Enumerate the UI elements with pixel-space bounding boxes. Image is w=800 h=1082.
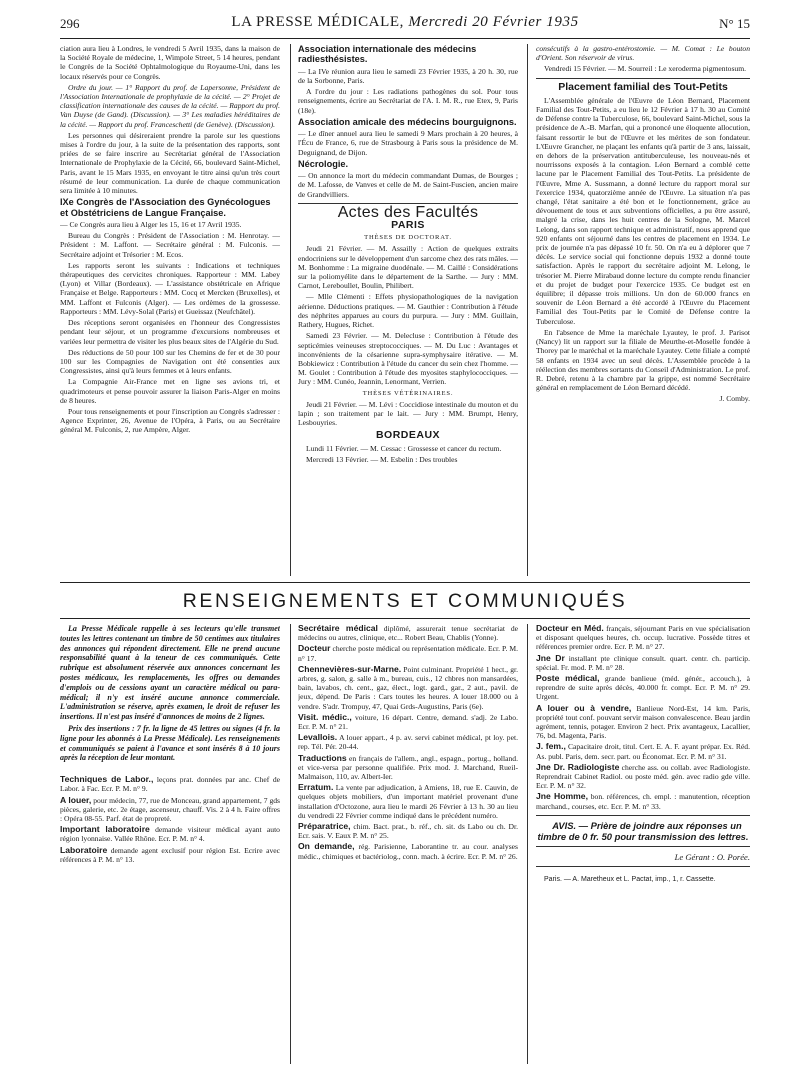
classified-ad-heading: Jne Dr. Radiologiste bbox=[536, 761, 620, 772]
column-3 bbox=[536, 44, 750, 580]
classified-ad-text: voiture, 16 départ. Centre, demand. s'adj. 2e Labo. Ecr. P. M. n° 21. bbox=[298, 712, 518, 732]
column-1 bbox=[60, 44, 280, 580]
classified-ad bbox=[60, 796, 280, 824]
header-rule bbox=[60, 38, 750, 39]
classified-ad-text: bon. références, ch. empl. : manutention, réception marchand., courses, etc. Ecr. P. M. n° 33. bbox=[536, 792, 750, 811]
paragraph: Vendredi 15 Février. — M. Sourreil : Le xeroderma pigmentosum. bbox=[544, 64, 747, 74]
classified-ad-text: leçons prat. données par anc. Chef de Labor. à Fac. Ecr. P. M. n° 9. bbox=[60, 775, 280, 794]
paragraph: Les rapports seront les suivants : Indications et techniques thérapeutiques des cervicites chroniques. Rapporteur : MM. Labey (Lyon) et Villar (Bordeaux). — L'assistance obstétricale en Afrique Française et Belge. Rapporteurs : MM. Cocq et Mercken (Bruxelles), et MM. Laffont et Fulconis (Alger). — Les ordèmes de la grossesse. Rapporteurs : MM. Lévy-Solal (Paris) et Gueissaz (Neufchâtel). bbox=[60, 260, 280, 316]
classified-ad bbox=[298, 842, 518, 860]
classified-ad-heading: A louer, bbox=[60, 794, 92, 805]
paragraph: — La IVe réunion aura lieu le samedi 23 Février 1935, à 20 h. 30, rue de la Sorbonne, Paris. bbox=[298, 66, 518, 86]
paragraph: — On annonce la mort du médecin commandant Dumas, de Bourges ; de M. Lafosse, de Vanves et celle de M. de Saint-Fuscien, ancien maire de Grandvilliers. bbox=[298, 171, 518, 199]
section-heading: Association amicale des médecins bourguignons. bbox=[298, 116, 517, 127]
classifieds-column-b bbox=[298, 624, 518, 1074]
avis-notice: AVIS. — Prière de joindre aux réponses un timbre de 0 fr. 50 pour transmission des lettres. bbox=[537, 819, 749, 842]
city-heading-bordeaux: BORDEAUX bbox=[375, 429, 441, 442]
subheading-theses: THÈSES DE DOCTORAT. bbox=[364, 234, 452, 242]
paragraph: Lundi 11 Février. — M. Cessac : Grossesse et cancer du rectum. bbox=[306, 443, 502, 453]
classified-ad-heading: J. fem., bbox=[536, 741, 566, 752]
column-2 bbox=[298, 44, 518, 580]
paragraph: Les personnes qui désireraient prendre la parole sur les questions mises à l'ordre du jour, à la suite de la présentation des rapports, sont priées de se faire inscrire au Secrétariat général de l'Association Internationale de Prophylaxie de la Cécité, 66, boulevard Saint-Michel, Paris, avant le 15 Mars 1935, en envoyant le titre ainsi qu'un très court résumé de leur communication. La durée de chaque communication sera limitée à 10 minutes. bbox=[60, 130, 280, 196]
classified-ad-heading: Erratum. bbox=[298, 782, 334, 793]
classified-ad-heading: A louer ou à vendre, bbox=[536, 702, 632, 713]
paragraph: ciation aura lieu à Londres, le vendredi 5 Avril 1935, dans la maison de la Société Royale de médecine, 1, Wimpole Street, 5 14 heures, pendant le Congrès de la Société Ophtalmologique du Royaume-Uni, dans les locaux réservés pour ce Congrès. bbox=[60, 44, 280, 81]
classified-ad-heading: Docteur bbox=[298, 643, 331, 654]
classified-ad bbox=[298, 783, 518, 820]
classified-ad-text: La vente par adjudication, à Amiens, 18, rue E. Cauvin, de quelques objets mobiliers, d'un important matériel provenant d'une installation d'Octozone, aura lieu le mardi 26 Février à 13 h. 30 au lieu du vendredi 22 Février comme indiqué dans le précédent numéro. bbox=[298, 783, 518, 820]
notice-text: La Presse Médicale rappelle à ses lecteurs qu'elle transmet toutes les lettres contenant un timbre de 50 centimes aux titulaires des annonces qui répondent directement. Elle ne prend aucune responsabilité quant à la teneur de ces communiqués. Cette rubrique est absolument réservée aux annonces concernant les postes médicaux, les remplacements, les offres ou demandes d'emplois ou de cessions ayant un caractère médical ou para-médical; il n'y est inséré aucune annonce commerciale. L'administration se réserve, après examen, le droit de refuser les insertions. Il n'est pas inséré d'annonces de moins de 2 lignes. bbox=[60, 624, 280, 722]
section-rule bbox=[536, 846, 750, 847]
page-header bbox=[60, 14, 750, 36]
classified-ad-text: diplômé, assurerait tenue secrétariat de médecins ou autres, clinique, etc... Robert Beau, Chablis (Yonne). bbox=[298, 624, 518, 643]
classified-ad bbox=[298, 644, 518, 662]
paragraph: Samedi 23 Février. — M. Delecluse : Contribution à l'étude des septicémies veineuses streptococciques. — M. Du Luc : Avantages et inconvénients de la césarienne supra-symphysaire itérative. — M. Bobkiewicz : Contribution à l'étude du cancer du sein chez l'homme. — M. Goulet : Contribution à l'étude des myosites staphylococciques. — Jury : MM. Cunéo, Jeannin, Lenormant, Verrien. bbox=[298, 331, 518, 387]
actes-title: Actes des Facultés bbox=[337, 203, 479, 221]
paragraph: — Mlle Clémenti : Effets physiopathologiques de la navigation aérienne. Déductions pratiques. — M. Gauthier : Contribution à l'étude des néphrites apparues au cours du purpura. — Jury : MM. Guillain, Rathery, Hugues, Richet. bbox=[298, 292, 518, 330]
section-rule bbox=[536, 866, 750, 867]
classified-ad-text: rég. Parisienne, Laborantine tr. au cour. analyses médic., chimiques et bactériolog., conn. mach. à écrire. Ecr. P. M. n° 26. bbox=[298, 842, 518, 861]
classified-list bbox=[298, 624, 518, 861]
paragraph: A l'ordre du jour : Les radiations pathogènes du sol. Pour tous renseignements, écrire au Secrétariat de l'A. I. M. R., rue Etex, 9, Paris (18e). bbox=[298, 87, 518, 115]
signature: J. Comby. bbox=[719, 394, 750, 404]
classifieds-column-a bbox=[60, 624, 280, 1074]
classified-ad-heading: Jne Homme, bbox=[536, 791, 588, 802]
classified-ad bbox=[298, 665, 518, 711]
printer-credit: Paris. — A. Maretheux et L. Pactat, imp., 1, r. Cassette. bbox=[544, 876, 716, 884]
section-rule-top bbox=[60, 582, 750, 583]
classified-ad-text: chim. Bact. prat., b. réf., ch. sit. ds Labo ou ch. Dr. Ecr. sais. V. Eaux P. M. n° 25. bbox=[298, 822, 518, 841]
renseignements-title: RENSEIGNEMENTS ET COMMUNIQUÉS bbox=[182, 590, 628, 612]
paragraph: consécutifs à la gastro-entérostomie. — M. Comat : Le bouton d'Orient. Son réservoir de virus. bbox=[536, 44, 750, 63]
section-heading: Association internationale des médecins radiesthésistes. bbox=[298, 44, 477, 65]
classified-ad bbox=[536, 763, 750, 791]
issue-date: Mercredi 20 Février 1935 bbox=[408, 14, 579, 30]
classified-ad bbox=[298, 733, 518, 751]
classified-ad-text: cherche poste médical ou représentation médicale. Ecr. P. M. n° 17. bbox=[298, 644, 518, 663]
column-divider bbox=[290, 44, 291, 576]
paragraph: La Compagnie Air-France met en ligne ses avions tri, et quadrimoteurs et pense pouvoir assurer la liaison Paris-Alger en moins de 8 heures. bbox=[60, 377, 280, 405]
classified-ad-text: demande agent exclusif pour région Est. Ecrire avec références à P. M. n° 13. bbox=[60, 845, 280, 864]
classified-ad-text: Banlieue Nord-Est, 14 km. Paris, propriété tout conf. pouvant servir maison convalescence. Beau jardin agrément, tennis, potager. Environ 2 hect. Prix avantageux, Lacallier, 76, bd. Magenta, Paris. bbox=[536, 703, 750, 741]
classified-ad bbox=[60, 825, 280, 843]
section-rule bbox=[536, 78, 750, 79]
classified-ad-heading: Laboratoire bbox=[60, 844, 108, 855]
column-divider bbox=[290, 624, 291, 1064]
paragraph: Ordre du jour. — 1° Rapport du prof. de Lapersonne, Président de l'Association Internationale de prophylaxie de la cécité. — 2° Projet de classification internationale des causes de la cécité. — Rapport du prof. Van Duyse (de Gand). (Discussion). — 3° Les maladies héréditaires de la cécité. — Rapport du prof. Franceschetti (de Genève). (Discussion). bbox=[60, 82, 280, 129]
classified-ad bbox=[536, 624, 750, 652]
paragraph: Pour tous renseignements et pour l'inscription au Congrès s'adresser : Agence Exprinter, 26, Avenue de l'Opéra, à Paris, ou au Secrétaire général M. Fulconis, 2, rue Ampère, Alger. bbox=[60, 406, 280, 435]
classified-ad bbox=[298, 822, 518, 840]
classified-ad-text: pour médecin, 77, rue de Monceau, grand appartement, 7 gds pièces, galerie, etc. 2e étage, ascenseur, chauff. Vis. 2 à 4 h. Faire offres : Opéra 08-55. Parf. état de propreté. bbox=[60, 795, 280, 823]
column-divider bbox=[527, 44, 528, 576]
paragraph: Jeudi 21 Février. — M. Assailly : Action de quelques extraits endocriniens sur le développement d'un sarcome chez des rats mâles. — M. Bonhomme : La migraine duodénale. — M. Caillé : Considérations sur la poliomyélite dans le département de la Sarthe. — Jury : MM. Carnot, Lereboullet, Boulin, Philibert. bbox=[298, 244, 518, 291]
journal-title: LA PRESSE MÉDICALE, bbox=[231, 14, 404, 30]
classified-ad-text: Capacitaire droit, titul. Cert. E. A. F. ayant prépar. Ex. Réd. As. publ. Paris, dem. secr. part. ou Économat. Ecr. P. M. n° 31. bbox=[536, 742, 750, 761]
placement-title: Placement familial des Tout-Petits bbox=[558, 80, 728, 93]
paragraph: Des réceptions seront organisées en l'honneur des Congressistes pendant leur séjour, et un programme d'excursions nombreuses et variées leur permettra de visiter les plus beaux sites de l'Algérie du Sud. bbox=[60, 318, 280, 346]
classified-ad-text: A louer appart., 4 p. av. servi cabinet médical, pt loy. pet. rep. Tél. Pér. 20-44. bbox=[298, 733, 518, 752]
paragraph: — Ce Congrès aura lieu à Alger les 15, 16 et 17 Avril 1935. bbox=[60, 220, 242, 230]
classified-ad bbox=[536, 654, 750, 672]
issue-number: N° 15 bbox=[719, 16, 750, 31]
classified-ad-heading: On demande, bbox=[298, 841, 355, 852]
classified-ad-heading: Visit. médic., bbox=[298, 711, 352, 722]
classified-ad-heading: Poste médical, bbox=[536, 673, 600, 684]
section-rule-bottom bbox=[60, 618, 750, 619]
paragraph: Des réductions de 50 pour 100 sur les Chemins de fer et de 30 pour 100 sur les Compagnies de Navigation ont été consenties aux Congressistes, ainsi qu'à leurs femmes et à leurs enfants. bbox=[60, 347, 280, 376]
classified-ad bbox=[536, 792, 750, 810]
section-heading: Nécrologie. bbox=[298, 158, 349, 169]
classified-ad-text: installant pte clinique consult. quart. centr. ch. particip. spécial. Fr. mod. P. M. n° 28. bbox=[536, 653, 750, 672]
classified-ad bbox=[60, 846, 280, 864]
classified-ad bbox=[536, 704, 750, 741]
classified-ad-text: cherche ass. ou collab. avec Radiologiste. Reprendrait Cabinet Radiol. ou poste méd. gén. avec radio gde ville. Ecr. P. M. n° 32. bbox=[536, 762, 750, 791]
classified-ad bbox=[298, 754, 518, 782]
classified-ad-heading: Préparatrice, bbox=[298, 821, 351, 832]
paragraph: L'Assemblée générale de l'Œuvre de Léon Bernard, Placement Familial des Tout-Petits, a eu lieu le 12 Février à 17 h. 30 au Comité de Défense contre la Tuberculose, 66, boulevard Saint-Michel, sous la présidence de A.-B. Marfan, qui a prononcé une éloquente allocution, faisant ressortir le but de l'Œuvre et les mérites de son fondateur. L'Œuvre Grancher, ne plaçant les enfants qu'à partir de 3 ans, laissait, en dehors de la préservation antituberculeuse, les nouveau-nés et nourrissons exposés à la contagion. Léon Bernard a comblé cette lacune par le Placement Familial des Tout-Petits. La présidente de l'Œuvre, Mme A. Sussmann, a donné lecture du rapport moral sur l'exercice 1934, quatorzième année de l'Œuvre. La situation n'a pas changé, l'état sanitaire a été bon et le fonctionnement, grâce au dévouement de tous et aux subventions officielles, a pu être assuré, malgré la crise, dans les huit centres de la Sologne, M. Marcel Lelong, dans son rapport technique et administratif, nous apprend que 920 enfants ont séjourné dans les centres de placement en 1934. Le prix de journée n'a pas dépassé 10 fr. 50. On n'a eu à déplorer que 7 décès. Le service social qui fonctionne depuis 1932 a donné toute satisfaction. Après le rapport du secrétaire adjoint M. Lelong, le trésorier M. Pierre Mirabaud donne lecture du compte rendu financier et du projet de budget pour l'exercice 1935. Ce budget est en équilibre; il dépasse trois millions. Un don de 60.000 francs en souvenir de Léon Bernard a été accordé à l'Œuvre du Placement Familial des Tout-Petits par le Comité de Défense contre la Tuberculose. bbox=[536, 95, 750, 326]
classified-ad bbox=[298, 713, 518, 731]
classified-ad-text: en français de l'allem., angl., espagn., portug., holland. et vice-versa par personne qualifiée. Prix mod. J. Marchand, Rueil-Malmaison, 110, av. Albert-Ier. bbox=[298, 753, 518, 782]
page-number: 296 bbox=[60, 16, 80, 31]
section-rule bbox=[536, 815, 750, 816]
classified-ad-heading: Techniques de Labor., bbox=[60, 774, 154, 785]
paragraph: Mercredi 13 Février. — M. Esbelin : Des troubles bbox=[306, 454, 458, 464]
paragraph: — Le dîner annuel aura lieu le samedi 9 Mars prochain à 20 heures, à l'Écu de France, 6, rue de Strasbourg à Paris sous la présidence de M. Deguignand, de Dijon. bbox=[298, 129, 518, 157]
classified-ad-text: français, séjournant Paris en vue spécialisation et disposant quelques heures, ch. occup. lucrative. Possède titres et références premier ordre. Ecr. P. M. n° 27. bbox=[536, 624, 750, 652]
classified-list bbox=[536, 624, 750, 811]
classified-ad-heading: Secrétaire médical bbox=[298, 624, 378, 633]
classified-ad-heading: Docteur en Méd. bbox=[536, 624, 604, 633]
city-heading-paris: PARIS bbox=[391, 219, 425, 232]
classified-ad-text: grande banlieue (méd. génér., accouch.), à reprendre de suite après décès, 40.000 fr. compt. Ecr. P. M. n° 29. Urgent. bbox=[536, 674, 750, 702]
paragraph: Bureau du Congrès : Président de l'Association : M. Henrotay. — Président : M. Laffont. — Secrétaire général : M. Fulconis. — Secrétaire adjoint et Trésorier : M. Ecos. bbox=[60, 231, 280, 259]
paragraph: Jeudi 21 Février. — M. Lévi : Coccidiose intestinale du mouton et du lapin ; son traitement par le lait. — Jury : MM. Brumpt, Henry, Lesbouyries. bbox=[298, 399, 518, 428]
classified-ad bbox=[60, 775, 280, 793]
classified-ad-heading: Levallois. bbox=[298, 732, 338, 743]
column-divider bbox=[527, 624, 528, 1064]
classified-ad bbox=[298, 624, 518, 642]
paragraph: En l'absence de Mme la maréchale Lyautey, le prof. J. Parisot (Nancy) lit un rapport sur la filiale de Meurthe-et-Moselle fondée à Thorey par le maréchal et la maréchale Lyautey. Cette filiale a compté 58 enfants en 1934 avec un seul décès. L'Assemblée procède à la réélection des membres sortants du Conseil d'Administration. Le prof. R. Debré, retenu à la chambre par la grippe, est nommé Secrétaire général en remplacement de Léon Bernard décédé. bbox=[536, 327, 750, 393]
subheading-theses-vet: THÈSES VÉTÉRINAIRES. bbox=[362, 389, 454, 397]
journal-masthead bbox=[60, 14, 750, 31]
classified-ad-text: Point culminant. Propriété 1 hect., gr. arbres, g. salon, g. salle à m., bureau, cuis., 12 chbres non mansardées, bain, lavabos, ch. cent., gaz, élect., logt. gard., gar., 2 aut., pavil. de jeux, dépend. De Paris : Cars toutes les heures. A louer 18.000 ou à vendre. S'adr. Trompuy, 47, Quai Grds-Augustins, Paris (6e). bbox=[298, 664, 518, 711]
classified-ad-heading: Traductions bbox=[298, 752, 347, 763]
classified-ad bbox=[536, 742, 750, 760]
classified-ad-heading: Jne Dr bbox=[536, 652, 565, 663]
section-heading: IXe Congrès de l'Association des Gynécologues et Obstétriciens de Langue Française. bbox=[60, 197, 271, 218]
classified-ad-text: demande visiteur médical ayant auto région lyonnaise. Vallée Rhône. Ecr. P. M. n° 4. bbox=[60, 825, 280, 844]
classified-ad bbox=[536, 674, 750, 702]
classified-ad-heading: Important laboratoire bbox=[60, 824, 150, 835]
classified-list bbox=[60, 775, 280, 864]
gerant-signature: Le Gérant : O. Porée. bbox=[674, 851, 750, 862]
price-text: Prix des insertions : 7 fr. la ligne de 45 lettres ou signes (4 fr. la ligne pour les abonnés à La Presse Médicale). Les renseignements et communiqués se paient à l'avance et sont insérés 8 à 10 jours après la réception de leur montant. bbox=[60, 723, 280, 763]
classified-ad-heading: Chennevières-sur-Marne. bbox=[298, 663, 402, 674]
classifieds-column-c bbox=[536, 624, 750, 1074]
